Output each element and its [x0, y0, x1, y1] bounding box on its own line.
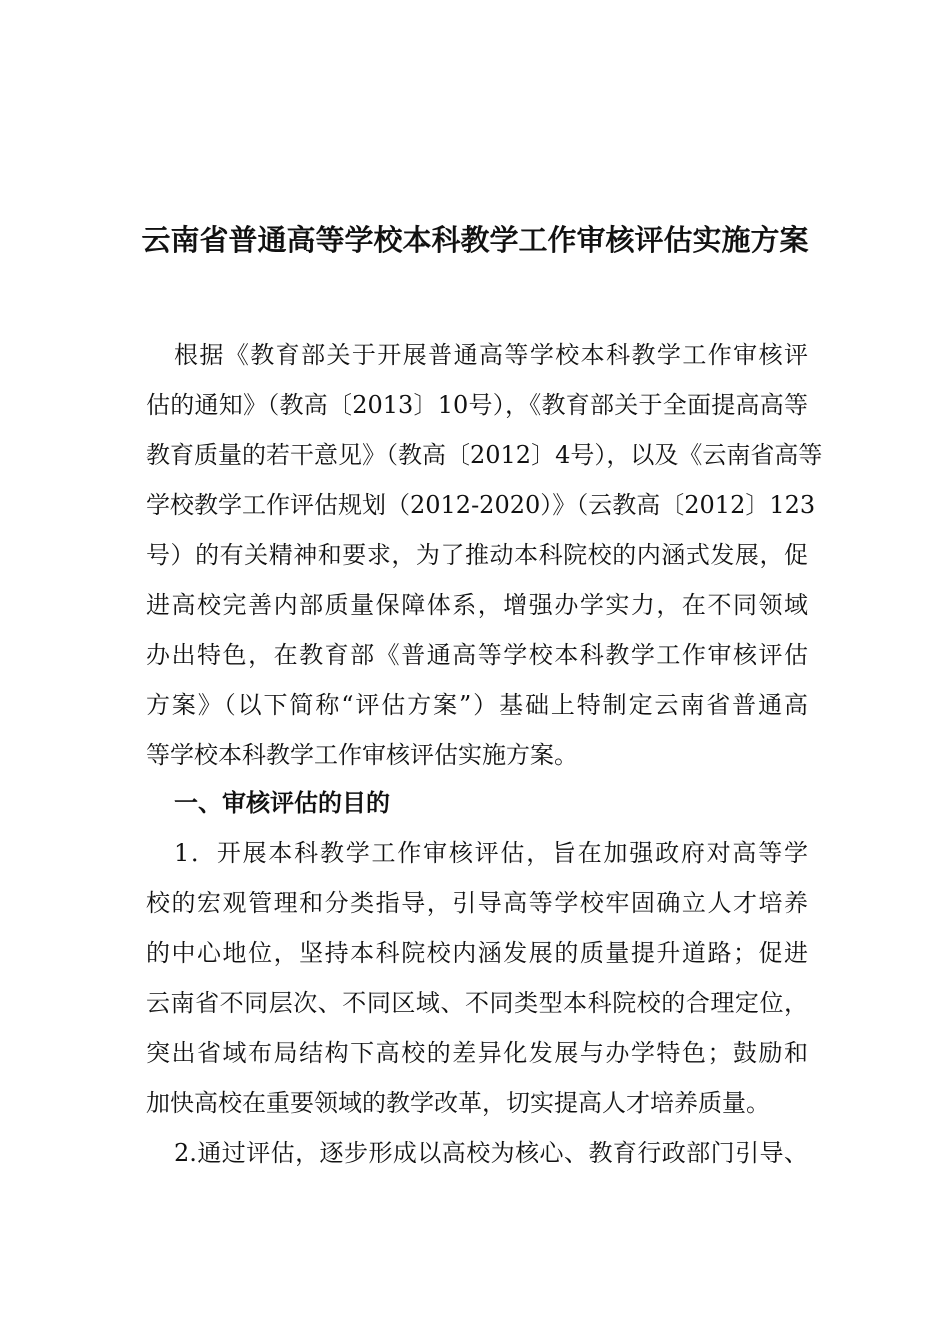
intro-line-9: 等学校本科教学工作审核评估实施方案。 — [146, 741, 578, 769]
intro-line-8: 方案》（以下简称“评估方案”）基础上特制定云南省普通高 — [146, 691, 808, 719]
section-heading-purpose: 一、审核评估的目的 — [174, 789, 390, 817]
intro-line-6: 进高校完善内部质量保障体系，增强办学实力，在不同领域 — [146, 591, 808, 619]
item1-line-3: 的中心地位，坚持本科院校内涵发展的质量提升道路；促进 — [146, 939, 808, 967]
intro-line-3: 教育质量的若干意见》（教高〔2012〕4号），以及《云南省高等 — [146, 441, 823, 469]
item1-line-4: 云南省不同层次、不同区域、不同类型本科院校的合理定位， — [146, 989, 808, 1017]
item1-line-5: 突出省域布局结构下高校的差异化发展与办学特色；鼓励和 — [146, 1039, 808, 1067]
intro-line-4: 学校教学工作评估规划（2012-2020）》（云教高〔2012〕123 — [146, 491, 816, 519]
item1-line-6: 加快高校在重要领域的教学改革，切实提高人才培养质量。 — [146, 1089, 770, 1117]
item1-line-2: 校的宏观管理和分类指导，引导高等学校牢固确立人才培养 — [146, 889, 808, 917]
intro-line-2: 估的通知》（教高〔2013〕10号），《教育部关于全面提高高等 — [146, 391, 808, 419]
intro-line-1: 根据《教育部关于开展普通高等学校本科教学工作审核评 — [174, 341, 808, 369]
intro-line-5: 号）的有关精神和要求，为了推动本科院校的内涵式发展，促 — [146, 541, 808, 569]
item2-line-1: 2.通过评估，逐步形成以高校为核心、教育行政部门引导、 — [174, 1139, 808, 1167]
intro-line-7: 办出特色，在教育部《普通高等学校本科教学工作审核评估 — [146, 641, 808, 669]
document-title: 云南省普通高等学校本科教学工作审核评估实施方案 — [141, 223, 809, 257]
item1-line-1: 1．开展本科教学工作审核评估，旨在加强政府对高等学 — [174, 839, 808, 867]
